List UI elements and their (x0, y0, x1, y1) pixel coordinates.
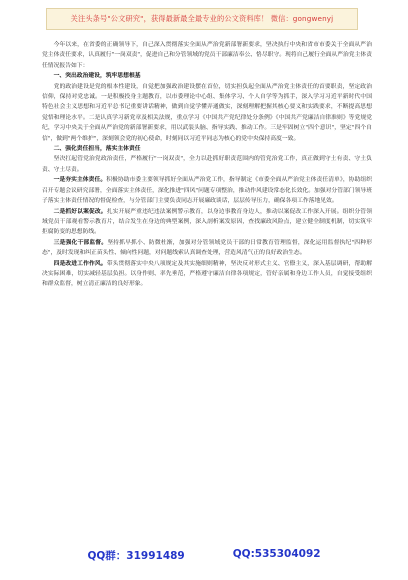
paragraph-text: 党的政治建设是党的根本性建设，自觉把加强政治建设摆在首位，切实担负起全面从严治党主体责任的首要职责，坚定政治信仰，保持对党忠诚。一是积极投身主题教育，以市委理论中心组、集体学习、个人自学等为抓手，深入学习习近平新时代中国特色社会主义思想和习近平总书记重要讲话精神，做到自觉学懂弄通做实，深刻理解把握其核心要义和实践要求，不断提高思想觉悟和理论水平。二是认真学习新党章及相关法规，重点学习《中国共产党纪律处分条例》《中国共产党廉洁自律准则》等党规党纪，学习中央关于全面从严治党的新部署新要求，用以武装头脑、指导实践、推动工作。三是牢固树立"四个意识"，坚定"四个自信"，做到"两个维护"，深刻领会党的初心使命，时刻同以习近平同志为核心的党中央保持高度一致。 (42, 83, 372, 142)
paragraph-text: 坚持抓早抓小、防微杜渐，加强对分管领域党员干部的日常教育管理监督，深化运用监督执纪"四种形态"，及时发现和纠正苗头性、倾向性问题，对问题线索认真调查处理，营造风清气正的良好政治生态。 (42, 239, 372, 257)
section-heading: 二、强化责任担当，落实主体责任 (53, 146, 141, 153)
qq-number: QQ:535304092 (232, 548, 321, 560)
paragraph-text: 坚决扛起管党治党政治责任，严格履行"一岗双责"，全力以赴抓好职责范围内的管党治党工作，真正做到守土有责、守土负责、守土尽责。 (42, 156, 372, 173)
paragraph-text: 扎实开展严重违纪违法案例警示教育，以身边事教育身边人，推动以案促改工作深入开展。组织分管领域党员干部观看警示教育片，结合发生在身边的典型案例，深入剖析案发原因，查找廉政风险点，建立健全制度机制，切实筑牢拒腐防变的思想防线。 (42, 208, 372, 236)
footer-contact (0, 548, 408, 566)
paragraph-lead: 三是强化干部监督。 (53, 239, 108, 246)
document-body (42, 40, 372, 290)
body-paragraph (42, 207, 372, 238)
body-paragraph (42, 40, 372, 71)
paragraph-lead: 二是抓好以案促改。 (53, 208, 107, 215)
promo-banner (46, 8, 358, 30)
paragraph-lead: 四是改进工作作风。 (53, 260, 107, 267)
body-paragraph (42, 82, 372, 144)
body-paragraph (42, 259, 372, 290)
paragraph-text: 积极协助市委主要领导抓好全面从严治党工作，指导制定《市委全面从严治党主体责任清单》，协助组织召开专题会议研究部署，全面落实主体责任，深化推进"四风"问题专项整治，推动作风建设常态化长效化。加强对分管部门领导班子落实主体责任情况的督促检查，与分管部门主要负责同志开展廉政谈话，层层传导压力，确保各项工作落地见效。 (42, 177, 372, 205)
paragraph-lead: 一是夯实主体责任。 (53, 177, 107, 184)
section-heading: 一、突出政治建设，筑牢思想根基 (53, 73, 141, 80)
paragraph-text: 今年以来，在省委的正确领导下，自己深入贯彻落实全面从严治党新部署新要求，坚决执行中央和省市市委关于全面从严治党主体责任要求，认真履行"一岗双责"，促进自己和分管领域的党员干部廉洁奉公、恪尽职守。现将自己履行全面从严治党主体责任情况报告如下： (42, 42, 372, 69)
body-paragraph (42, 154, 372, 175)
paragraph-text: 带头贯彻落实中央八项规定及其实施细则精神，坚决反对形式主义、官僚主义，深入基层调研，帮助解决实际困难，切实减轻基层负担。以身作则、率先垂范，严格遵守廉洁自律各项规定，管好亲属和身边工作人员，自觉接受组织和群众监督，树立清正廉洁的良好形象。 (42, 260, 372, 288)
promo-banner-text: 关注头条号"公文研究"，获得最新最全最专业的公文资料库！ 微信：gongwenyj (70, 14, 334, 23)
body-paragraph (42, 238, 372, 259)
body-paragraph (42, 175, 372, 206)
qq-group-number: QQ群：31991489 (87, 550, 185, 562)
